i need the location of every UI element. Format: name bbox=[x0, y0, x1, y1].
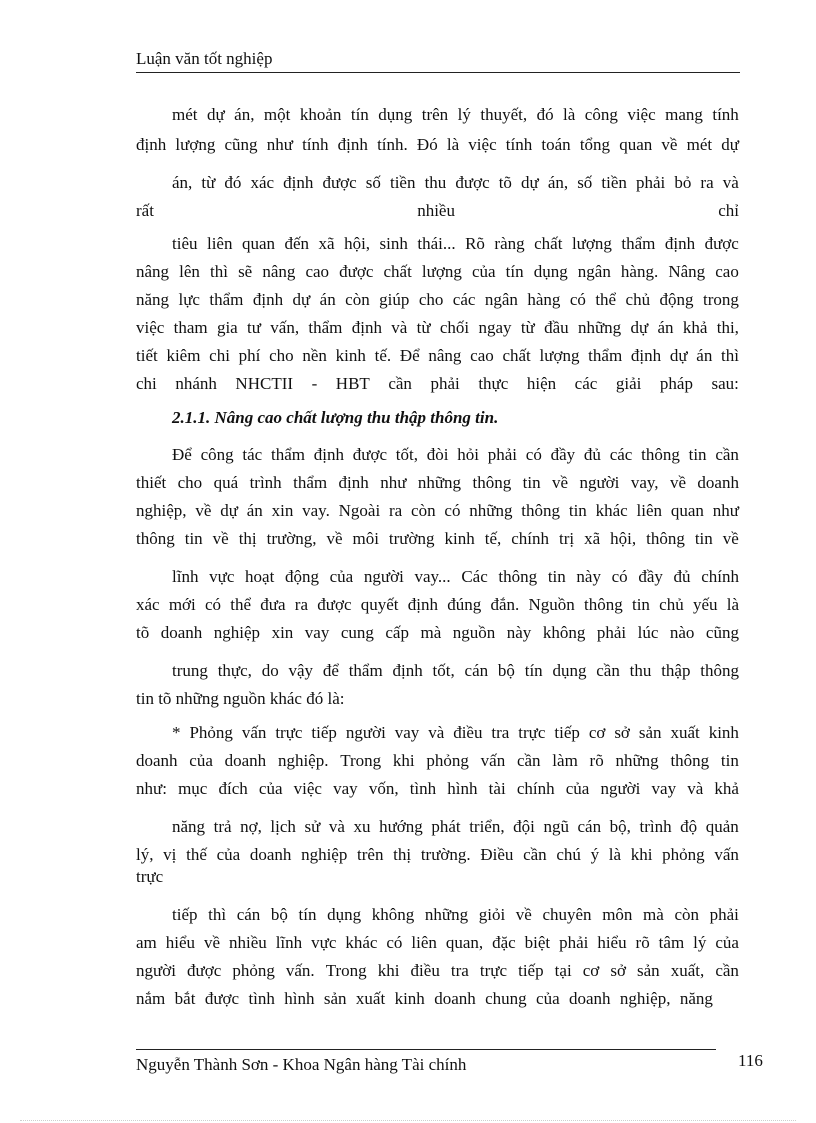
text-line: nâng lên thì sẽ nâng cao được chất lượng của tín dụng ngân hàng. Nâng cao bbox=[136, 262, 739, 281]
text-line: lý, vị thế của doanh nghiệp trên thị trường. Điều cần chú ý là khi phỏng vấn bbox=[136, 845, 739, 864]
text-line: lĩnh vực hoạt động của người vay... Các thông tin này có đầy đủ chính bbox=[172, 567, 739, 586]
footer-divider bbox=[136, 1049, 716, 1050]
text-line: doanh của doanh nghiệp. Trong khi phỏng vấn cần làm rõ những thông tin bbox=[136, 751, 739, 770]
text-line: tin tõ những nguồn khác đó là: bbox=[136, 689, 345, 708]
text-line: tiết kiêm chi phí cho nền kinh tế. Để nâng cao chất lượng thẩm định dự án thì bbox=[136, 346, 739, 365]
text-line-spread bbox=[136, 200, 739, 222]
text-line: án, từ đó xác định được số tiền thu được tõ dự án, số tiền phải bỏ ra và bbox=[172, 173, 739, 192]
spread-word: chỉ bbox=[718, 201, 739, 220]
text-line: tõ doanh nghiệp xin vay cung cấp mà nguồn này không phải lúc nào cũng bbox=[136, 623, 739, 642]
text-line: * Phỏng vấn trực tiếp người vay và điều tra trực tiếp cơ sở sản xuất kinh bbox=[172, 723, 739, 742]
text-line: năng lực thẩm định dự án còn giúp cho các ngân hàng có thể chủ động trong bbox=[136, 290, 739, 309]
text-line: như: mục đích của việc vay vốn, tình hình tài chính của người vay và khả bbox=[136, 779, 739, 798]
text-line: am hiểu về nhiều lĩnh vực khác có liên quan, đặc biệt phải hiểu rõ tâm lý của bbox=[136, 933, 739, 952]
text-line: nghiệp, về dự án xin vay. Ngoài ra còn có những thông tin khác liên quan như bbox=[136, 501, 739, 520]
text-line: tiêu liên quan đến xã hội, sinh thái... Rõ ràng chất lượng thẩm định được bbox=[172, 234, 739, 253]
section-heading: 2.1.1. Nâng cao chất lượng thu thập thông tin. bbox=[172, 408, 499, 427]
text-line: chi nhánh NHCTII - HBT cần phải thực hiện các giải pháp sau: bbox=[136, 374, 739, 393]
text-line: người được phỏng vấn. Trong khi điều tra trực tiếp tại cơ sở sản xuất, cần bbox=[136, 961, 739, 980]
text-line: trung thực, do vậy để thẩm định tốt, cán bộ tín dụng cần thu thập thông bbox=[172, 661, 739, 680]
text-line: năng trả nợ, lịch sử và xu hướng phát triển, đội ngũ cán bộ, trình độ quản bbox=[172, 817, 739, 836]
text-line: Để công tác thẩm định được tốt, đòi hỏi phải có đầy đủ các thông tin cần bbox=[172, 445, 739, 464]
page-number: 116 bbox=[738, 1051, 763, 1070]
text-line: việc tham gia tư vấn, thẩm định và từ chối ngay từ đầu những dự án khả thi, bbox=[136, 318, 739, 337]
text-line: thiết cho quá trình thẩm định như những thông tin về người vay, về doanh bbox=[136, 473, 739, 492]
running-header: Luận văn tốt nghiệp bbox=[136, 48, 740, 73]
text-line: trực bbox=[136, 867, 164, 886]
text-line: mét dự án, một khoản tín dụng trên lý thuyết, đó là công việc mang tính bbox=[172, 105, 739, 124]
text-line: xác mới có thể đưa ra được quyết định đúng đắn. Nguồn thông tin chủ yếu là bbox=[136, 595, 739, 614]
footer-author: Nguyễn Thành Sơn - Khoa Ngân hàng Tài chính bbox=[136, 1055, 467, 1074]
spread-word: nhiều bbox=[417, 201, 455, 220]
text-line: định lượng cũng như tính định tính. Đó là việc tính toán tổng quan về mét dự bbox=[136, 135, 739, 154]
page-edge-divider bbox=[20, 1120, 796, 1121]
spread-word: rất bbox=[136, 201, 154, 220]
text-line: thông tin về thị trường, về môi trường kinh tế, chính trị xã hội, thông tin về bbox=[136, 529, 739, 548]
text-line: tiếp thì cán bộ tín dụng không những giỏi về chuyên môn mà còn phải bbox=[172, 905, 739, 924]
text-line: nắm bắt được tình hình sản xuất kinh doanh chung của doanh nghiệp, năng bbox=[136, 989, 713, 1008]
